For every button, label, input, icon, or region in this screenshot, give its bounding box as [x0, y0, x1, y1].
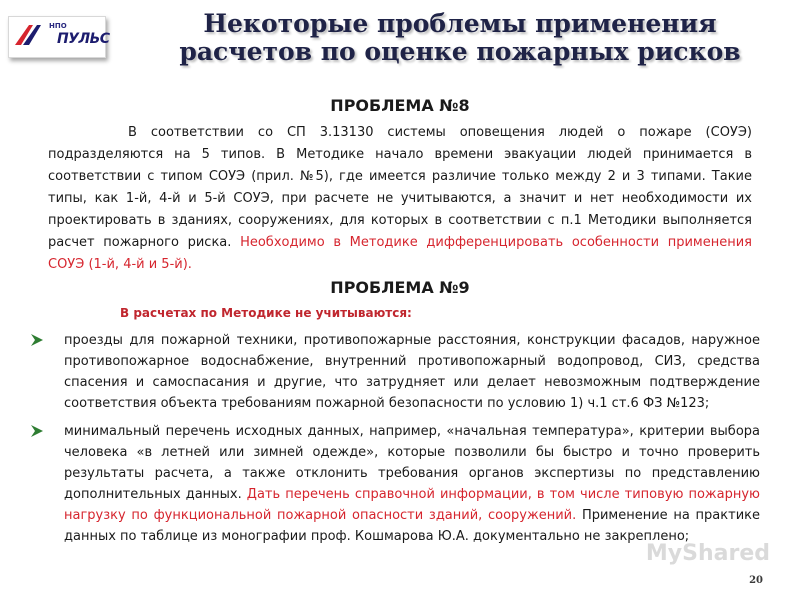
bullet2-text-start: минимальный перечень исходных данных, например, «начальная температура», критерии выбора человека «в летней или зимней одежде», которые позволили бы быстро и точно проверить результаты расчета, а также отклонить требования органов экспертизы по представлению дополнительных данных.: [64, 424, 760, 502]
arrow-bullet-icon: [30, 424, 44, 438]
problem8-heading: ПРОБЛЕМА №8: [330, 96, 470, 115]
list-item: [30, 330, 760, 414]
problem9-subheading: В расчетах по Методике не учитываются:: [120, 306, 412, 320]
logo-mark-icon: [13, 21, 47, 51]
problem8-paragraph: [48, 122, 752, 276]
npo-puls-logo: [8, 16, 110, 58]
logo-npo-text: НПО: [49, 22, 67, 30]
list-item: [30, 421, 760, 547]
bullet2-text-end: Применение на практике данных по таблице из монографии проф. Кошмарова Ю.А. документально не закреплено;: [64, 508, 760, 544]
problem8-text: В соответствии со СП 3.13130 системы оповещения людей о пожаре (СОУЭ) подразделяются на 5 типов. В Методике начало времени эвакуации людей принимается в соответствии с типом СОУЭ (прил. №5), где имеется различие только между 2 и 3 типами. Такие типы, как 1-й, 4-й и 5-й СОУЭ, при расчете не учитываются, а значит и нет необходимости их проектировать в зданиях, сооружениях, для которых в соответствии с п.1 Методики выполняется расчет пожарного риска.: [48, 125, 752, 250]
arrow-bullet-icon: [30, 333, 44, 347]
problem9-bullet-list: [30, 330, 760, 554]
bullet1-text: проезды для пожарной техники, противопожарные расстояния, конструкции фасадов, наружное противопожарное водоснабжение, внутренний противопожарный водопровод, СИЗ, средства спасения и самоспасания и другие, что затрудняет или делает невозможным подтверждение соответствия объекта требованиям пожарной безопасности по условию 1) ч.1 ст.6 ФЗ №123;: [64, 333, 760, 411]
problem9-heading: ПРОБЛЕМА №9: [330, 278, 470, 297]
problem8-highlight: Необходимо в Методике дифференцировать особенности применения СОУЭ (1-й, 4-й и 5-й).: [48, 235, 752, 272]
logo-puls-text: ПУЛЬС: [57, 31, 110, 47]
slide-title: Некоторые проблемы применения расчетов по оценке пожарных рисков: [179, 9, 741, 66]
bullet2-highlight: Дать перечень справочной информации, в том числе типовую пожарную нагрузку по функциональной пожарной опасности зданий, сооружений.: [64, 487, 760, 523]
page-number: 20: [749, 575, 763, 586]
watermark: MyShared: [645, 541, 770, 566]
